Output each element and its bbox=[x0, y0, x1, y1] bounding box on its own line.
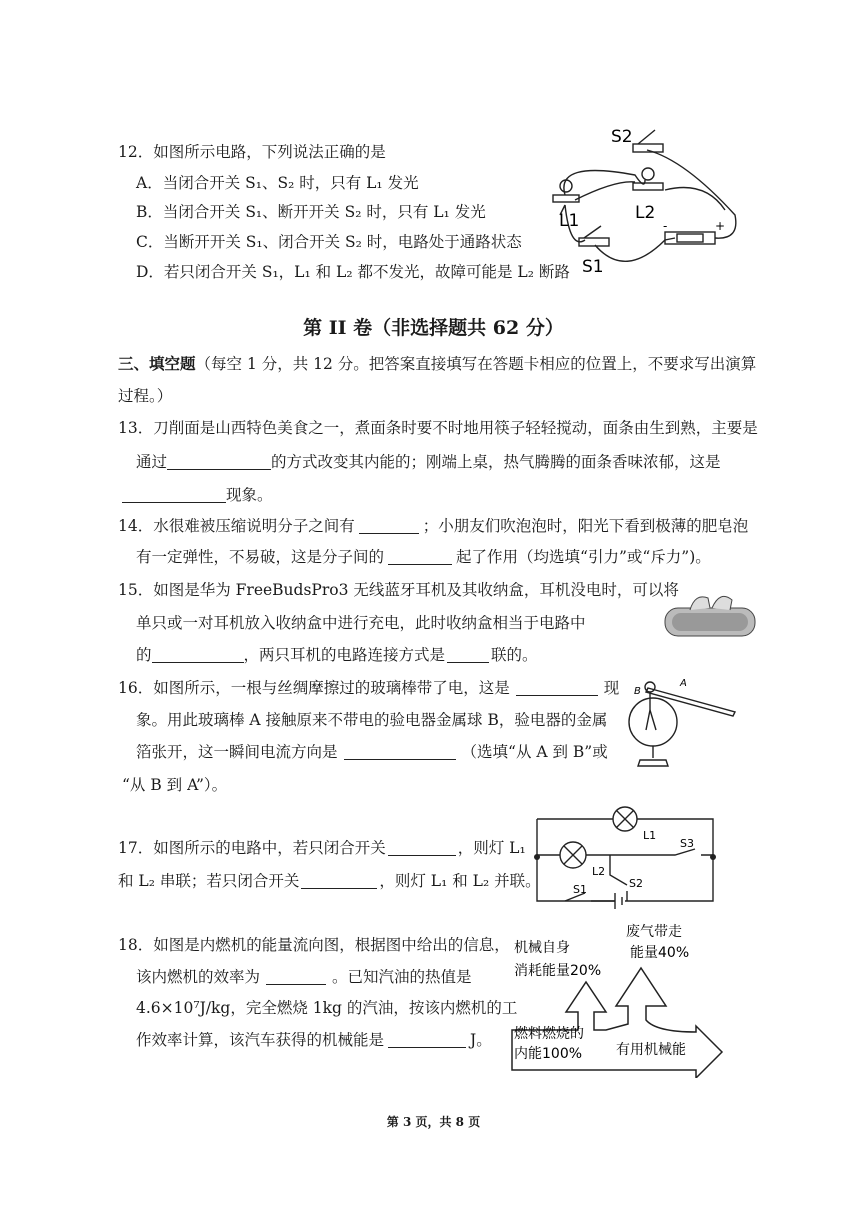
q18-fig-fuel-1: 燃料燃烧的 bbox=[514, 1026, 584, 1042]
q17-fig-s2-label: S2 bbox=[629, 877, 643, 890]
q16-line3b: （选填“从 A 到 B”或 bbox=[461, 743, 608, 761]
q17-blank-1[interactable] bbox=[388, 839, 456, 856]
q14-blank-1[interactable] bbox=[359, 517, 419, 534]
q18-fig-exhaust-2: 能量40% bbox=[630, 945, 690, 961]
q12-fig-minus-label: - bbox=[663, 219, 668, 233]
q15-line3c: 联的。 bbox=[491, 646, 538, 664]
q16-line4: “从 B 到 A”）。 bbox=[122, 776, 228, 794]
q16-fig-b-label: B bbox=[634, 686, 641, 697]
q15-line2: 单只或一对耳机放入收纳盒中进行充电，此时收纳盒相当于电路中 bbox=[136, 614, 586, 632]
q18-blank-2[interactable] bbox=[388, 1031, 466, 1048]
q18-line1: 18．如图是内燃机的能量流向图，根据图中给出的信息， bbox=[118, 936, 510, 954]
q12-option-c: C．当断开开关 S₁、闭合开关 S₂ 时，电路处于通路状态 bbox=[136, 233, 522, 251]
q18-blank-1[interactable] bbox=[266, 968, 326, 985]
q14-line2a: 有一定弹性，不易破，这是分子间的 bbox=[136, 548, 385, 566]
q16-line2: 象。用此玻璃棒 A 接触原来不带电的验电器金属球 B，验电器的金属 bbox=[136, 711, 608, 729]
q13-line1: 13．刀削面是山西特色美食之一，煮面条时要不时地用筷子轻轻搅动，面条由生到熟，主要是 bbox=[118, 419, 758, 437]
q17-fig-l2-label: L2 bbox=[592, 865, 606, 878]
q13-blank-2[interactable] bbox=[122, 486, 226, 503]
q17-line2b: ，则灯 L₁ 和 L₂ 并联。 bbox=[379, 872, 541, 890]
q14-line1a: 14．水很难被压缩说明分子之间有 bbox=[118, 517, 355, 535]
q16-line3a: 箔张开，这一瞬间电流方向是 bbox=[136, 743, 338, 761]
q18-fig-self-1: 机械自身 bbox=[514, 940, 570, 956]
q12-circuit-figure bbox=[535, 120, 745, 285]
q17-line1a: 17．如图所示的电路中，若只闭合开关 bbox=[118, 839, 386, 857]
q16-blank-2[interactable] bbox=[344, 743, 456, 760]
q15-line3a: 的 bbox=[136, 646, 152, 664]
q18-fig-fuel-2: 内能100% bbox=[514, 1046, 583, 1062]
q14-blank-2[interactable] bbox=[388, 548, 452, 565]
q16-blank-1[interactable] bbox=[516, 679, 598, 696]
page-footer: 第 3 页，共 8 页 bbox=[386, 1115, 481, 1129]
q16-fig-a-label: A bbox=[680, 678, 687, 689]
q15-earbuds-image bbox=[660, 588, 760, 643]
q12-fig-s1-label: S1 bbox=[582, 257, 604, 277]
section3-instructions-2: 过程。） bbox=[118, 387, 173, 405]
q18-line2a: 该内燃机的效率为 bbox=[136, 968, 261, 986]
q15-blank-1[interactable] bbox=[152, 646, 244, 663]
q12-option-a: A．当闭合开关 S₁、S₂ 时，只有 L₁ 发光 bbox=[136, 174, 419, 192]
q18-line4b: J。 bbox=[470, 1031, 492, 1049]
q12-option-d: D．若只闭合开关 S₁，L₁ 和 L₂ 都不发光，故障可能是 L₂ 断路 bbox=[136, 263, 570, 281]
q12-fig-s2-label: S2 bbox=[611, 127, 633, 147]
q18-fig-exhaust-1: 废气带走 bbox=[626, 924, 682, 940]
q17-circuit-figure bbox=[525, 805, 725, 910]
q12-fig-l1-label: L1 bbox=[559, 211, 580, 231]
q17-line2a: 和 L₂ 串联；若只闭合开关 bbox=[118, 872, 300, 890]
q18-fig-useful: 有用机械能 bbox=[616, 1042, 686, 1058]
q12-option-b: B．当闭合开关 S₁、断开开关 S₂ 时，只有 L₁ 发光 bbox=[136, 203, 486, 221]
q12-stem: 12．如图所示电路，下列说法正确的是 bbox=[118, 143, 386, 161]
q18-energy-flow-figure bbox=[506, 920, 728, 1078]
q18-line2b: 。已知汽油的热值是 bbox=[332, 968, 472, 986]
part2-title: 第 II 卷（非选择题共 62 分） bbox=[303, 317, 564, 339]
q18-line4a: 作效率计算，该汽车获得的机械能是 bbox=[136, 1031, 385, 1049]
q15-line3b: ，两只耳机的电路连接方式是 bbox=[243, 646, 446, 664]
q15-line1: 15．如图是华为 FreeBudsPro3 无线蓝牙耳机及其收纳盒，耳机没电时，可以将 bbox=[118, 581, 679, 599]
section3-heading: 三、填空题 bbox=[118, 354, 196, 373]
q13-line2a: 通过 bbox=[136, 453, 168, 471]
q13-blank-1[interactable] bbox=[167, 453, 271, 470]
q17-fig-l1-label: L1 bbox=[643, 829, 657, 842]
q18-line3: 4.6×10⁷J/kg，完全燃烧 1kg 的汽油，按该内燃机的工 bbox=[136, 999, 518, 1017]
q12-fig-l2-label: L2 bbox=[635, 203, 656, 223]
q17-line1b: ，则灯 L₁ bbox=[457, 839, 526, 857]
q16-electroscope-figure bbox=[620, 670, 745, 780]
q16-line1b: 现 bbox=[603, 679, 620, 697]
q13-line3b: 现象。 bbox=[226, 486, 273, 504]
q17-blank-2[interactable] bbox=[301, 872, 377, 889]
section3-instructions-1: （每空 1 分，共 12 分。把答案直接填写在答题卡相应的位置上，不要求写出演算 bbox=[195, 355, 757, 373]
q14-line1b: ；小朋友们吹泡泡时，阳光下看到极薄的肥皂泡 bbox=[422, 517, 749, 535]
q16-line1a: 16．如图所示，一根与丝绸摩擦过的玻璃棒带了电，这是 bbox=[118, 679, 510, 697]
q13-line2b: 的方式改变其内能的；刚端上桌，热气腾腾的面条香味浓郁，这是 bbox=[271, 453, 721, 471]
q15-blank-2[interactable] bbox=[447, 646, 489, 663]
q18-fig-self-2: 消耗能量20% bbox=[514, 963, 602, 979]
q12-fig-plus-label: + bbox=[715, 219, 726, 233]
q14-line2b: 起了作用（均选填“引力”或“斥力”)。 bbox=[456, 548, 711, 566]
q17-fig-s3-label: S3 bbox=[680, 837, 694, 850]
q17-fig-s1-label: S1 bbox=[573, 883, 587, 896]
